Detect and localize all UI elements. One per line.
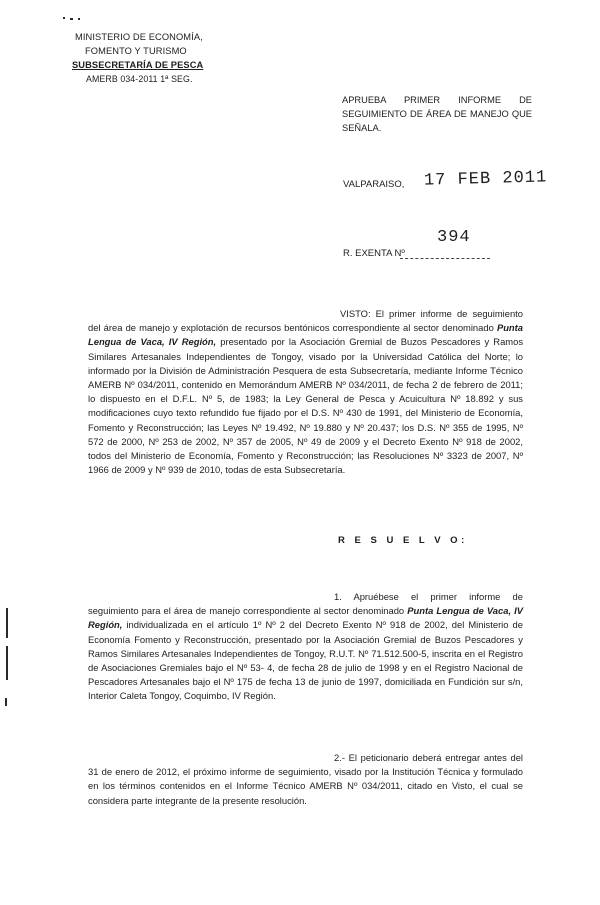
visto-text-1: VISTO: El primer informe de seguimiento del área de manejo y explotación de recursos bentónicos correspondiente al sector denominado xyxy=(88,308,523,334)
resuelvo-heading: R E S U E L V O: xyxy=(338,535,468,546)
item1-text-2: individualizada en el artículo 1º Nº 2 del Decreto Exento Nº 918 de 2002, del Ministerio de Economía Fomento y Reconstrucción, presentado por la Asociación Gremial de Buzos Pescadores y Ramos Similares Artesanales Independientes de Tongoy, R.U.T. Nº 71.512.500-5, inscrita en el Registro de Asociaciones Gremiales bajo el Nº 53- 4, de fecha 28 de julio de 1998 y en el Registro Nacional de Pescadores Artesanales bajo el Nº 175 de fecha 13 de junio de 1997, domiciliada en Fundición sur s/n, Interior Caleta Tongoy, Coquimbo, IV Región. xyxy=(88,619,523,702)
item1-text-1: 1. Apruébese el primer informe de seguimiento para el área de manejo correspondiente al sector denominado xyxy=(88,591,523,617)
visto-place: Punta Lengua de Vaca, IV Región, xyxy=(88,322,523,348)
scan-speck xyxy=(70,18,73,20)
scan-speck xyxy=(78,18,80,20)
resolution-item-1 xyxy=(88,590,523,704)
resolution-number: 394 xyxy=(437,228,471,247)
item1-place: Punta Lengua de Vaca, IV Región, xyxy=(88,605,524,631)
item2-text: 2.- El peticionario deberá entregar antes del 31 de enero de 2012, el próximo informe de seguimiento, visado por la Institución Técnica y formulado en los términos contenidos en el Informe Técnico AMERB Nº 034/2011, citado en Visto, el cual se considera parte integrante de la presente resolución. xyxy=(88,752,523,806)
header-ministry-2: FOMENTO Y TURISMO xyxy=(85,46,187,56)
scan-speck xyxy=(6,608,8,638)
scan-speck xyxy=(5,698,7,706)
date-label: VALPARAISO, xyxy=(343,179,405,190)
scan-speck xyxy=(63,17,65,19)
date-stamp: 17 FEB 2011 xyxy=(423,168,548,191)
header-reference-code: AMERB 034-2011 1ª SEG. xyxy=(86,74,193,84)
header-ministry: MINISTERIO DE ECONOMÍA, xyxy=(75,32,203,42)
visto-text-2: presentado por la Asociación Gremial de Buzos Pescadores y Ramos Similares Artesanales Independientes de Tongoy, visado por la Universidad Católica del Norte; lo informado por la División de Administración Pesquera de esta Subsecretaría, mediante Informe Técnico AMERB Nº 034/2011, contenido en Memorándum AMERB Nº 034/2011, de fecha 2 de febrero de 2011; lo dispuesto en el D.F.L. Nº 5, de 1983; la Ley General de Pesca y Acuicultura Nº 18.892 y sus modificaciones cuyo texto refundido fue fijado por el D.S. Nº 430 de 1991, del Ministerio de Economía, Fomento y Reconstrucción; las Leyes Nº 19.492, Nº 19.880 y Nº 20.437; los D.S. Nº 355 de 1995, Nº 572 de 2000, Nº 253 de 2002, Nº 357 de 2005, Nº 49 de 2009 y el Decreto Exento Nº 918 de 2002, todos del Ministerio de Economía, Fomento y Reconstrucción; las Resoluciones Nº 3323 de 2007, Nº 1966 de 2009 y Nº 939 de 2010, todas de esta Subsecretaría. xyxy=(88,336,524,476)
resolution-number-line xyxy=(400,258,490,259)
visto-paragraph xyxy=(88,307,523,477)
resolution-item-2 xyxy=(88,751,523,808)
document-subject: APRUEBA PRIMER INFORME DE SEGUIMIENTO DE ÁREA DE MANEJO QUE SEÑALA. xyxy=(342,95,532,133)
scan-speck xyxy=(6,646,8,680)
header-subsecretaria: SUBSECRETARÍA DE PESCA xyxy=(72,60,204,70)
resolution-label: R. EXENTA Nº xyxy=(343,248,405,259)
